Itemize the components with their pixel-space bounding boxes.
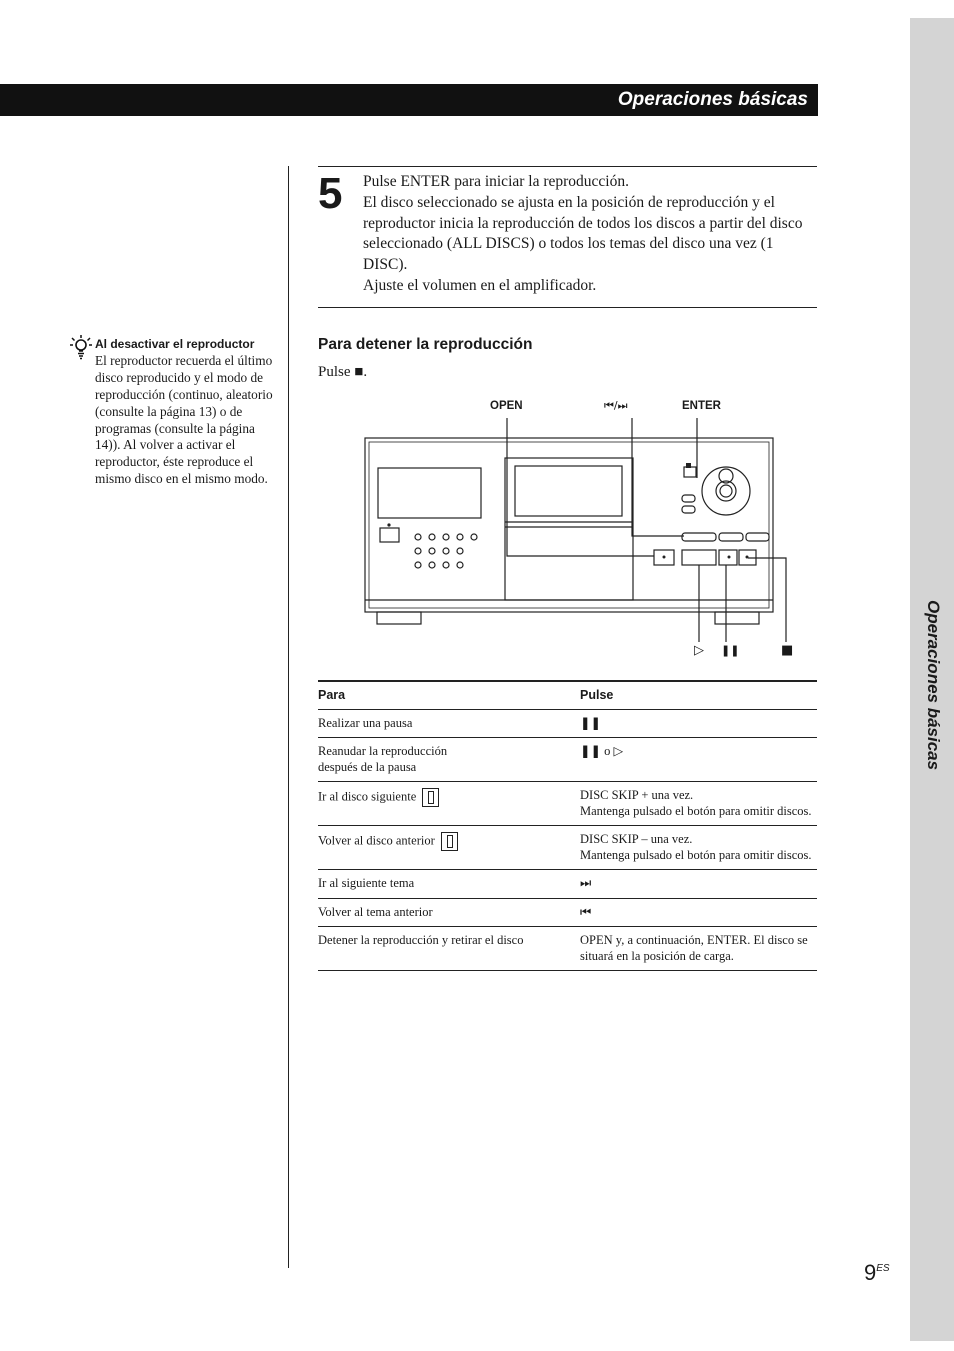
- cell-text: DISC SKIP – una vez.: [580, 832, 693, 846]
- table-cell-pulse: [580, 738, 817, 782]
- table-cell-pulse: [580, 782, 817, 826]
- lightbulb-icon: [70, 334, 92, 360]
- table-row: [318, 738, 817, 782]
- tip-title: Al desactivar el reproductor: [95, 337, 255, 351]
- cell-text: ❚❚ o ▷: [580, 744, 624, 758]
- page-number: [864, 1260, 890, 1286]
- tip-body: El reproductor recuerda el último disco reproducido y el modo de reproducción (continuo, aleatorio (consulte la página 13) o de programas (consulte la página 14)). Al volver a activar el reproductor, éste reproduce el mismo disco en el mismo modo.: [95, 352, 273, 487]
- header-banner: [0, 84, 818, 116]
- table-row: [318, 826, 817, 870]
- cell-text: OPEN y, a continuación, ENTER. El disco se situará en la posición de carga.: [580, 933, 808, 963]
- cell-text: DISC SKIP + una vez.: [580, 788, 694, 802]
- step-line: Ajuste el volumen en el amplificador.: [363, 276, 597, 294]
- label-open: OPEN: [490, 400, 523, 412]
- table-row: [318, 898, 817, 927]
- cell-text: Realizar una pausa: [318, 715, 413, 730]
- table-row: [318, 782, 817, 826]
- step-body: [363, 172, 819, 297]
- table-header: Pulse: [580, 681, 817, 709]
- section-heading: Para detener la reproducción: [318, 336, 533, 353]
- step-line: El disco seleccionado se ajusta en la posición de reproducción y el reproductor inicia la reproducción de todos los discos a partir del disco seleccionado (ALL DISCS) o todos los temas del disco una vez (1 DISC).: [363, 193, 803, 274]
- header-title: Operaciones básicas: [617, 89, 808, 110]
- cell-text: ❚❚: [580, 715, 601, 730]
- table-cell-pulse: [580, 826, 817, 870]
- label-enter: ENTER: [682, 400, 721, 412]
- label-play: ▷: [694, 643, 704, 658]
- side-tab-title: Operaciones básicas: [924, 600, 943, 771]
- table-row: [318, 927, 817, 971]
- step-top-rule: [318, 166, 817, 167]
- table-cell-para: [318, 898, 580, 927]
- table-header-row: [318, 681, 817, 709]
- section-text: Pulse ■.: [318, 364, 368, 380]
- table-cell-pulse: [580, 927, 817, 971]
- table-cell-pulse: [580, 870, 817, 899]
- cell-text: Ir al siguiente tema: [318, 876, 415, 890]
- table-cell-para: [318, 782, 580, 826]
- table-row: [318, 709, 817, 738]
- cell-text: Ir al disco siguiente: [318, 789, 417, 804]
- cell-text: Mantenga pulsado el botón para omitir discos.: [580, 847, 812, 862]
- operations-table: [318, 680, 817, 971]
- step-number: 5: [318, 169, 343, 218]
- step-bottom-rule: [318, 307, 817, 308]
- column-divider: [288, 166, 289, 1268]
- cell-text: Reanudar la reproducción: [318, 744, 448, 758]
- cell-text: después de la pausa: [318, 759, 417, 774]
- cell-text: ⏭: [580, 876, 592, 890]
- table-cell-para: [318, 709, 580, 738]
- cell-text: Mantenga pulsado el botón para omitir discos.: [580, 803, 812, 818]
- label-stop: ■: [781, 643, 794, 658]
- table-cell-pulse: [580, 898, 817, 927]
- cell-text: Volver al tema anterior: [318, 904, 433, 919]
- table-cell-para: [318, 927, 580, 971]
- table-cell-para: [318, 738, 580, 782]
- label-pause: ❚❚: [721, 644, 740, 657]
- cell-text: ⏮: [580, 904, 592, 919]
- table-header: Para: [318, 681, 580, 709]
- cell-text: Volver al disco anterior: [318, 833, 435, 848]
- table-cell-para: [318, 826, 580, 870]
- tip-note: [95, 336, 273, 488]
- table-cell-pulse: [580, 709, 817, 738]
- table-cell-para: [318, 870, 580, 899]
- cd-player-diagram: [330, 395, 800, 665]
- cell-text: Detener la reproducción y retirar el disco: [318, 933, 524, 947]
- remote-control-icon: [441, 832, 458, 851]
- table-row: [318, 870, 817, 899]
- label-skip: ⏮/⏭: [604, 399, 628, 412]
- page-number-value: 9: [864, 1260, 877, 1285]
- remote-control-icon: [422, 788, 439, 807]
- page-number-suffix: ES: [876, 1263, 890, 1274]
- step-line: Pulse ENTER para iniciar la reproducción.: [363, 173, 629, 190]
